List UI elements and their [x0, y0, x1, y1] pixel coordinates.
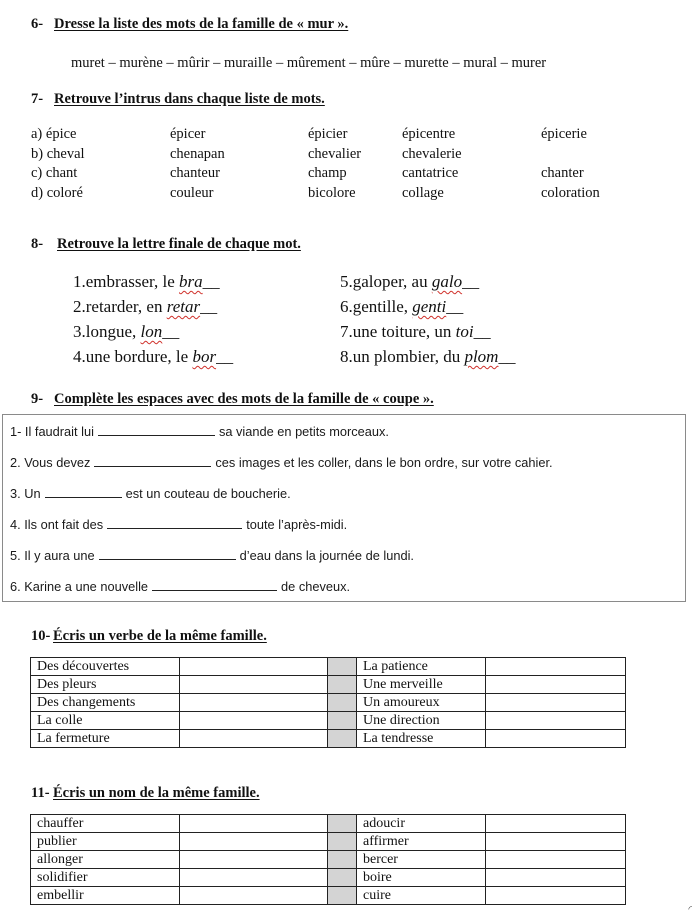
section-11-heading — [31, 785, 260, 802]
sentence-start: 3. Un — [10, 486, 41, 501]
item-prompt: 4.une bordure, le — [73, 347, 193, 366]
intrus-word: chenapan — [170, 146, 225, 162]
final-letter-item — [340, 322, 491, 342]
answer-cell-left[interactable] — [180, 851, 328, 869]
word-fragment: bor — [192, 347, 217, 366]
sentence-end: sa viande en petits morceaux. — [218, 424, 389, 439]
given-word-right: Une direction — [357, 712, 486, 730]
item-prompt: 1.embrasser, le — [73, 272, 180, 291]
intrus-word: épicerie — [541, 126, 587, 142]
answer-blank[interactable]: __ — [462, 272, 480, 291]
section-number: 7- — [31, 91, 44, 107]
intrus-word: couleur — [170, 185, 214, 201]
sentence-end: est un couteau de boucherie. — [125, 486, 291, 501]
answer-blank-field[interactable] — [94, 454, 211, 467]
separator-column — [328, 676, 357, 694]
answer-blank-field[interactable] — [45, 485, 122, 498]
item-prompt: 8.un plombier, du — [340, 347, 465, 366]
answer-cell-right[interactable] — [486, 833, 626, 851]
sentence-start: 6. Karine a une nouvelle — [10, 579, 149, 594]
mur-word-family-list: muret – murène – mûrir – muraille – mûrement – mûre – murette – mural – murer — [71, 55, 547, 71]
given-word-left: solidifier — [31, 869, 180, 887]
intrus-word: épicer — [170, 126, 206, 142]
intrus-word: champ — [308, 165, 347, 181]
given-word-left: publier — [31, 833, 180, 851]
word-fragment: bra — [179, 272, 203, 291]
word-fragment: toi — [455, 322, 474, 341]
word-fragment: plom — [464, 347, 499, 366]
section-title: Écris un verbe de la même famille. — [53, 628, 267, 644]
table-row — [31, 887, 626, 905]
given-word-right: Une merveille — [357, 676, 486, 694]
given-word-right: adoucir — [357, 815, 486, 833]
intrus-word: chevalier — [308, 146, 362, 162]
given-word-right: cuire — [357, 887, 486, 905]
item-prompt: 5.galoper, au — [340, 272, 432, 291]
final-letter-item — [340, 272, 479, 292]
table-row — [31, 712, 626, 730]
section-title: Retrouve la lettre finale de chaque mot. — [57, 236, 301, 252]
answer-blank[interactable]: __ — [498, 347, 516, 366]
answer-cell-left[interactable] — [180, 658, 328, 676]
intrus-word: chanteur — [170, 165, 220, 181]
answer-cell-right[interactable] — [486, 851, 626, 869]
answer-cell-left[interactable] — [180, 869, 328, 887]
word-fragment: lon — [140, 322, 163, 341]
answer-cell-right[interactable] — [486, 676, 626, 694]
section-number: 8- — [31, 236, 44, 252]
given-word-left: Des changements — [31, 694, 180, 712]
final-letter-item — [73, 322, 179, 342]
fill-in-sentence — [10, 485, 291, 501]
separator-column — [328, 730, 357, 748]
section-title: Dresse la liste des mots de la famille de « mur ». — [54, 16, 349, 32]
fill-in-sentence — [10, 454, 553, 470]
sentence-start: 5. Il y aura une — [10, 548, 95, 563]
separator-column — [328, 694, 357, 712]
section-6-heading — [31, 16, 348, 33]
intrus-word: bicolore — [308, 185, 356, 201]
sentence-end: d’eau dans la journée de lundi. — [239, 548, 414, 563]
section-number: 10- — [31, 628, 51, 644]
table-row — [31, 694, 626, 712]
section-title: Retrouve l’intrus dans chaque liste de mots. — [54, 91, 325, 107]
sentence-end: toute l’après-midi. — [246, 517, 348, 532]
word-fragment: genti — [412, 297, 447, 316]
table-row — [31, 851, 626, 869]
table-row — [31, 833, 626, 851]
answer-cell-left[interactable] — [180, 887, 328, 905]
final-letter-item — [73, 297, 217, 317]
answer-cell-left[interactable] — [180, 676, 328, 694]
noun-family-table — [30, 814, 626, 905]
answer-blank[interactable]: __ — [216, 347, 234, 366]
section-10-heading — [31, 628, 267, 645]
fill-in-sentence — [10, 423, 389, 439]
given-word-left: La colle — [31, 712, 180, 730]
page-corner-fragment-icon: ◜ — [688, 905, 692, 915]
section-number: 9- — [31, 391, 44, 407]
section-number: 11- — [31, 785, 50, 801]
fill-in-sentence — [10, 547, 414, 563]
word-fragment: galo — [431, 272, 463, 291]
final-letter-item — [340, 347, 515, 367]
word-fragment: retar — [166, 297, 201, 316]
answer-blank-field[interactable] — [107, 516, 242, 529]
separator-column — [328, 833, 357, 851]
answer-cell-left[interactable] — [180, 730, 328, 748]
sentence-start: 4. Ils ont fait des — [10, 517, 104, 532]
final-letter-item — [73, 347, 233, 367]
given-word-right: La tendresse — [357, 730, 486, 748]
intrus-word: chevalerie — [402, 146, 462, 162]
answer-blank-field[interactable] — [152, 578, 277, 591]
given-word-left: La fermeture — [31, 730, 180, 748]
section-title: Écris un nom de la même famille. — [53, 785, 260, 801]
answer-cell-right[interactable] — [486, 730, 626, 748]
fill-in-sentence — [10, 578, 350, 594]
given-word-left: Des pleurs — [31, 676, 180, 694]
separator-column — [328, 658, 357, 676]
answer-cell-right[interactable] — [486, 887, 626, 905]
answer-blank[interactable]: __ — [473, 322, 491, 341]
sentence-end: ces images et les coller, dans le bon ordre, sur votre cahier. — [215, 455, 553, 470]
section-number: 6- — [31, 16, 44, 32]
final-letter-item — [340, 297, 463, 317]
answer-cell-right[interactable] — [486, 658, 626, 676]
answer-cell-left[interactable] — [180, 694, 328, 712]
given-word-left: embellir — [31, 887, 180, 905]
intrus-word: a) épice — [31, 126, 77, 142]
given-word-right: boire — [357, 869, 486, 887]
table-row — [31, 676, 626, 694]
intrus-word: d) coloré — [31, 185, 83, 201]
fill-in-sentence — [10, 516, 347, 532]
answer-blank[interactable]: __ — [446, 297, 464, 316]
given-word-right: affirmer — [357, 833, 486, 851]
verb-family-table — [30, 657, 626, 748]
item-prompt: 6.gentille, — [340, 297, 413, 316]
answer-blank[interactable]: __ — [200, 297, 218, 316]
section-9-heading — [31, 391, 434, 408]
item-prompt: 2.retarder, en — [73, 297, 167, 316]
given-word-right: La patience — [357, 658, 486, 676]
sentence-start: 2. Vous devez — [10, 455, 91, 470]
intrus-word: chanter — [541, 165, 584, 181]
separator-column — [328, 869, 357, 887]
separator-column — [328, 712, 357, 730]
section-7-heading — [31, 91, 325, 108]
answer-cell-right[interactable] — [486, 694, 626, 712]
answer-cell-left[interactable] — [180, 815, 328, 833]
table-row — [31, 658, 626, 676]
answer-blank-field[interactable] — [99, 547, 236, 560]
section-title: Complète les espaces avec des mots de la famille de « coupe ». — [54, 391, 434, 407]
answer-cell-left[interactable] — [180, 833, 328, 851]
table-row — [31, 730, 626, 748]
section-8-heading — [31, 236, 301, 253]
table-row — [31, 815, 626, 833]
intrus-word: coloration — [541, 185, 600, 201]
given-word-right: Un amoureux — [357, 694, 486, 712]
given-word-left: chauffer — [31, 815, 180, 833]
item-prompt: 7.une toiture, un — [340, 322, 456, 341]
answer-blank[interactable]: __ — [202, 272, 220, 291]
intrus-word: c) chant — [31, 165, 78, 181]
intrus-word: collage — [402, 185, 444, 201]
intrus-word: b) cheval — [31, 146, 85, 162]
sentence-end: de cheveux. — [281, 579, 351, 594]
intrus-word: épicier — [308, 126, 348, 142]
intrus-word: épicentre — [402, 126, 456, 142]
final-letter-item — [73, 272, 220, 292]
intrus-word: cantatrice — [402, 165, 459, 181]
answer-cell-right[interactable] — [486, 815, 626, 833]
answer-cell-left[interactable] — [180, 712, 328, 730]
item-prompt: 3.longue, — [73, 322, 141, 341]
table-row — [31, 869, 626, 887]
given-word-left: allonger — [31, 851, 180, 869]
fill-in-box — [2, 414, 686, 602]
answer-blank-field[interactable] — [98, 423, 215, 436]
given-word-right: bercer — [357, 851, 486, 869]
separator-column — [328, 887, 357, 905]
sentence-start: 1- Il faudrait lui — [10, 424, 94, 439]
given-word-left: Des découvertes — [31, 658, 180, 676]
answer-cell-right[interactable] — [486, 869, 626, 887]
answer-cell-right[interactable] — [486, 712, 626, 730]
answer-blank[interactable]: __ — [162, 322, 180, 341]
separator-column — [328, 815, 357, 833]
separator-column — [328, 851, 357, 869]
